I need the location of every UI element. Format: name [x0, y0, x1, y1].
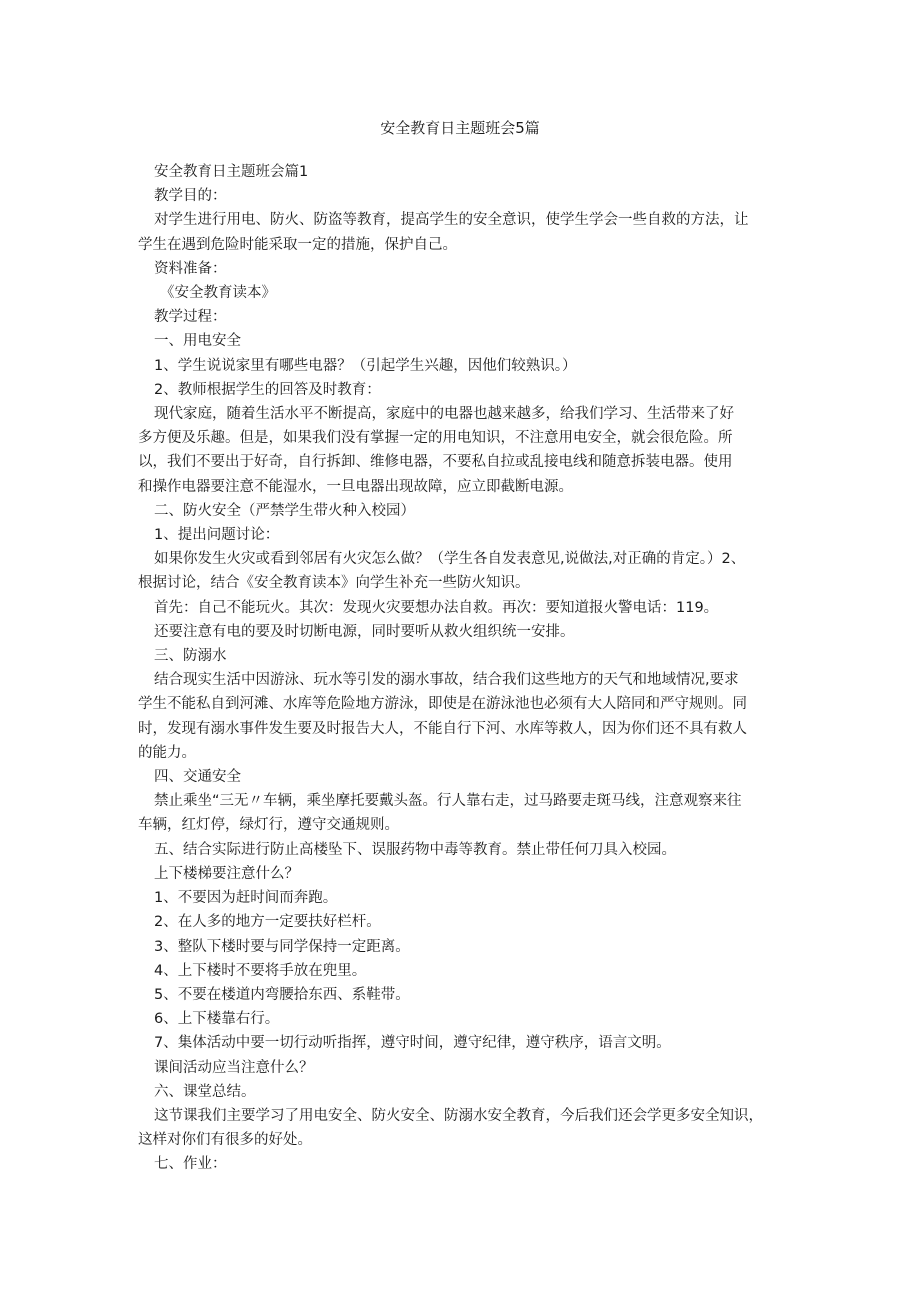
paragraph-line: 教学过程： [154, 309, 227, 326]
paragraph-line: 车辆，红灯停，绿灯行，遵守交通规则。 [138, 817, 399, 834]
list-item: 3、整队下楼时要与同学保持一定距离。 [154, 938, 410, 955]
list-item: 1、学生说说家里有哪些电器？（引起学生兴趣，因他们较熟识。） [154, 357, 577, 374]
list-item: 2、在人多的地方一定要扶好栏杆。 [154, 914, 381, 931]
paragraph-line: 《安全教育读本》 [160, 285, 276, 302]
section-heading: 安全教育日主题班会篇1 [154, 164, 309, 180]
section-heading: 四、交通安全 [154, 769, 241, 786]
paragraph-line: 课间活动应当注意什么？ [154, 1059, 314, 1076]
section-heading: 三、防溺水 [154, 648, 227, 665]
list-item: 1、提出问题讨论： [154, 527, 280, 544]
paragraph-line: 对学生进行用电、防火、防盗等教育，提高学生的安全意识，使学生学会一些自救的方法，让 [154, 212, 749, 229]
paragraph-line: 学生在遇到危险时能采取一定的措施，保护自己。 [138, 236, 457, 253]
paragraph-line: 首先：自己不能玩火。其次：发现火灾要想办法自救。再次：要知道报火警电话：119。 [154, 599, 719, 616]
paragraph-line: 以，我们不要出于好奇，自行拆卸、维修电器，不要私自拉或乱接电线和随意拆装电器。使用 [138, 454, 733, 471]
paragraph-line: 结合现实生活中因游泳、玩水等引发的溺水事故，结合我们这些地方的天气和地域情况,要求 [154, 672, 739, 689]
list-item: 1、不要因为赶时间而奔跑。 [154, 890, 338, 907]
list-item: 5、不要在楼道内弯腰拾东西、系鞋带。 [154, 986, 410, 1003]
paragraph-line: 资料准备： [154, 260, 227, 277]
list-item: 6、上下楼靠右行。 [154, 1011, 280, 1028]
paragraph-line: 多方便及乐趣。但是，如果我们没有掌握一定的用电知识，不注意用电安全，就会很危险。所 [138, 430, 733, 447]
paragraph-line: 根据讨论，结合《安全教育读本》向学生补充一些防火知识。 [138, 575, 530, 592]
section-heading: 二、防火安全（严禁学生带火种入校园） [154, 502, 415, 519]
paragraph-line: 如果你发生火灾或看到邻居有火灾怎么做？（学生各自发表意见,说做法,对正确的肯定。）2、 [154, 551, 746, 568]
paragraph-line: 时，发现有溺水事件发生要及时报告大人，不能自行下河、水库等救人，因为你们还不具有救人 [138, 720, 747, 737]
list-item: 2、教师根据学生的回答及时教育： [154, 381, 381, 398]
section-heading: 六、课堂总结。 [154, 1083, 256, 1100]
paragraph-line: 教学目的： [154, 188, 227, 205]
section-heading: 一、用电安全 [154, 333, 241, 350]
section-heading: 五、结合实际进行防止高楼坠下、误服药物中毒等教育。禁止带任何刀具入校园。 [154, 841, 676, 858]
paragraph-line: 现代家庭，随着生活水平不断提高，家庭中的电器也越来越多，给我们学习、生活带来了好 [154, 406, 734, 423]
paragraph-line: 学生不能私自到河滩、水库等危险地方游泳，即使是在游泳池也必须有大人陪同和严守规则。同 [138, 696, 747, 713]
paragraph-line: 上下楼梯要注意什么？ [154, 865, 299, 882]
paragraph-line: 禁止乘坐“三无〃车辆，乘坐摩托要戴头盔。行人靠右走，过马路要走斑马线，注意观察来往 [154, 793, 742, 810]
paragraph-line: 还要注意有电的要及时切断电源，同时要听从救火组织统一安排。 [154, 623, 575, 640]
document-body [138, 160, 788, 1177]
paragraph-line: 这样对你们有很多的好处。 [138, 1132, 312, 1149]
paragraph-line: 和操作电器要注意不能湿水，一旦电器出现故障，应立即截断电源。 [138, 478, 573, 495]
document-title: 安全教育日主题班会5篇 [380, 119, 540, 137]
section-heading: 七、作业： [154, 1156, 227, 1173]
paragraph-line: 这节课我们主要学习了用电安全、防火安全、防溺水安全教育，今后我们还会学更多安全知识， [154, 1107, 763, 1124]
list-item: 7、集体活动中要一切行动听指挥，遵守时间，遵守纪律，遵守秩序，语言文明。 [154, 1035, 671, 1052]
list-item: 4、上下楼时不要将手放在兜里。 [154, 962, 367, 979]
paragraph-line: 的能力。 [138, 744, 196, 761]
